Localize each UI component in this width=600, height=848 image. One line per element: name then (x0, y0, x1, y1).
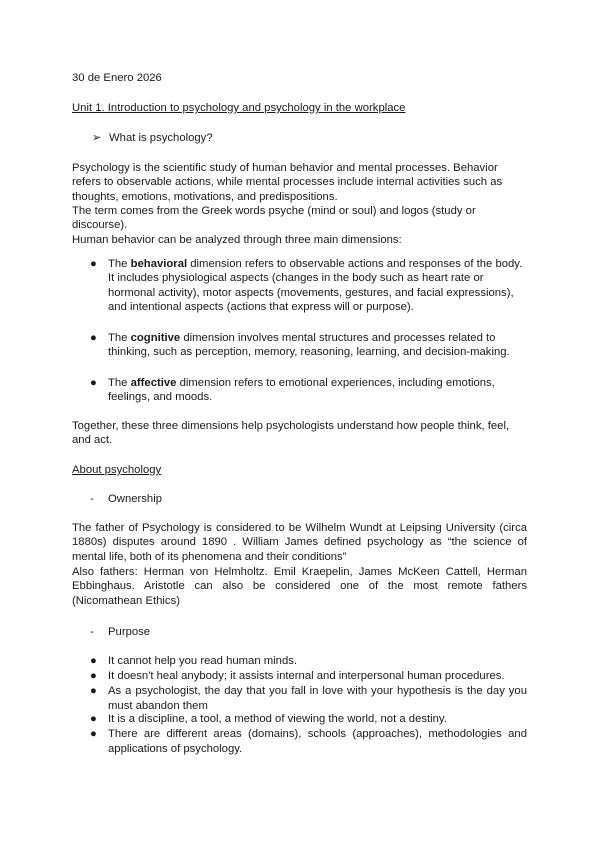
dash-bullet-icon: - (90, 626, 94, 638)
arrow-item-text: What is psychology? (109, 132, 213, 144)
bullet-icon: ● (90, 332, 97, 344)
purpose-bullet-1: ● It cannot help you read human minds. (90, 655, 298, 667)
bullet-icon: ● (90, 728, 97, 740)
arrow-bullet-icon: ➢ (92, 132, 102, 144)
unit-heading: Unit 1. Introduction to psychology and psychology in the workplace (72, 102, 406, 114)
bullet-behavioral: ● The behavioral dimension refers to observable actions and responses of the body. It includes physiological aspects (changes in the body such as heart rate or hormonal activity), motor aspects (movements, gestures, and facial expressions), and intentional aspects (actions that express will or purpose). (90, 258, 523, 314)
purpose-bullet-5: ● There are different areas (domains), schools (approaches), methodologies and applications of psychology. (90, 728, 527, 755)
bullet-affective: ● The affective dimension refers to emotional experiences, including emotions, feelings, and moods. (90, 377, 495, 404)
purpose-bullet-4: ● It is a discipline, a tool, a method of viewing the world, not a destiny. (90, 713, 447, 725)
dash-bullet-icon: - (90, 493, 94, 505)
bullet-icon: ● (90, 713, 97, 725)
dash-item-ownership (90, 492, 162, 506)
father-paragraph: The father of Psychology is considered to be Wilhelm Wundt at Leipsing University (circa 1880s) disputes around 1890 . William James defined psychology as “the science of mental life, both of its phenomena and their conditions” (72, 522, 527, 563)
bullet-icon: ● (90, 377, 97, 389)
term-cognitive: cognitive (130, 332, 181, 344)
purpose-bullet-3: ● As a psychologist, the day that you fall in love with your hypothesis is the day you must abandon them (90, 685, 527, 712)
summary-paragraph: Together, these three dimensions help psychologists understand how people think, feel, and act. (72, 420, 510, 447)
definition-paragraph: Psychology is the scientific study of human behavior and mental processes. Behavior refers to observable actions, while mental processes include internal activities such as thoughts, emotions, motivations, and predispositions. (72, 162, 503, 203)
bullet-icon: ● (90, 685, 97, 697)
bullet-cognitive: ● The cognitive dimension involves mental structures and processes related to thinking, such as perception, memory, reasoning, learning, and decision-making. (90, 332, 510, 359)
bullet-icon: ● (90, 655, 97, 667)
term-affective: affective (130, 377, 177, 389)
also-fathers-paragraph: Also fathers: Herman von Helmholtz. Emil Kraepelin, James McKeen Cattell, Herman Ebbinghaus. Aristotle can also be considered one of the most remote fathers (Nicomathean Ethics) (72, 566, 527, 607)
dash-item-purpose (90, 625, 150, 639)
dash-item-text: Ownership (108, 493, 162, 505)
etymology-paragraph: The term comes from the Greek words psyche (mind or soul) and logos (study or discourse). (72, 205, 476, 232)
purpose-bullet-2: ● It doesn't heal anybody; it assists internal and interpersonal human procedures. (90, 670, 505, 682)
bullet-icon: ● (90, 670, 97, 682)
date-line: 30 de Enero 2026 (72, 72, 162, 84)
arrow-item-what-is-psychology (92, 131, 213, 145)
dimensions-intro: Human behavior can be analyzed through three main dimensions: (72, 234, 402, 246)
dash-item-text: Purpose (108, 626, 151, 638)
bullet-icon: ● (90, 258, 97, 270)
term-behavioral: behavioral (130, 258, 188, 270)
about-heading: About psychology (72, 464, 162, 476)
